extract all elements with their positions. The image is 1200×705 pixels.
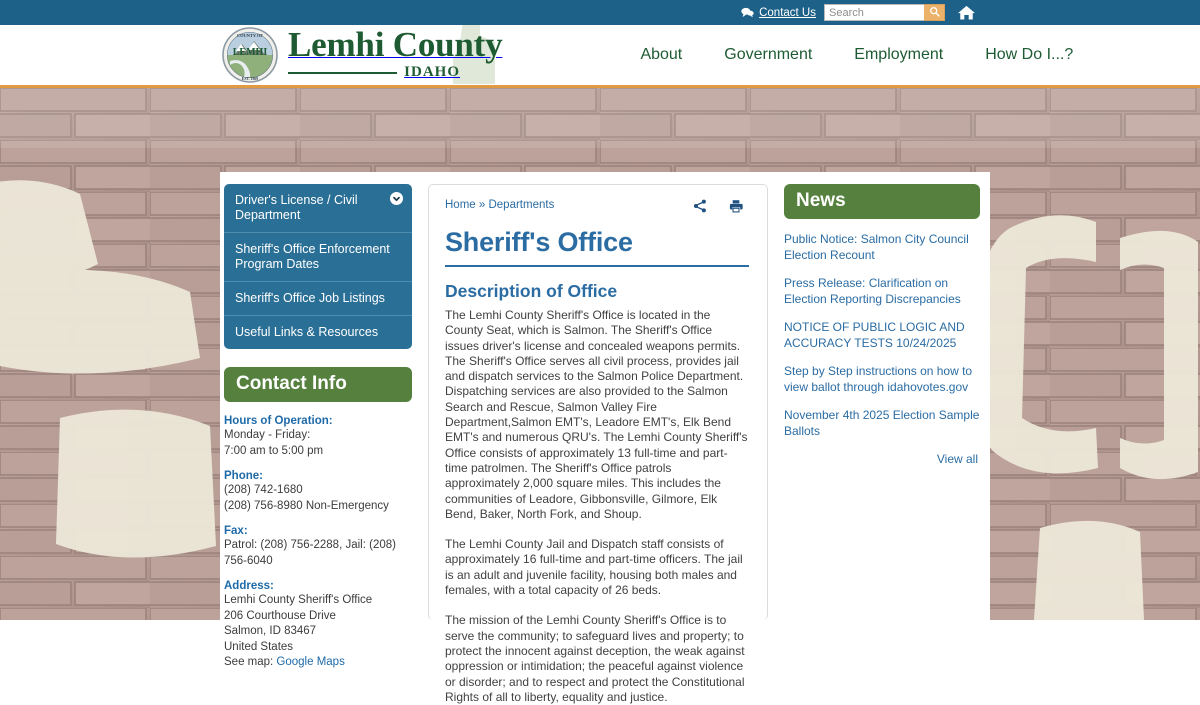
- address-line: Lemhi County Sheriff's Office: [224, 594, 373, 606]
- google-maps-link[interactable]: Google Maps: [276, 656, 345, 668]
- phone-line: (208) 742-1680: [224, 484, 303, 496]
- sidebar-item-label: Sheriff's Office Enforcement Program Dates: [235, 242, 390, 271]
- fax-label: Fax:: [224, 525, 248, 537]
- printer-icon[interactable]: [729, 199, 743, 218]
- home-icon[interactable]: [957, 4, 976, 21]
- site-logo[interactable]: [222, 27, 502, 83]
- chat-bubble-icon: [741, 7, 754, 18]
- breadcrumb-row: [445, 199, 749, 218]
- magnifier-icon: [929, 4, 940, 22]
- brand-wordmark: [288, 27, 502, 83]
- page-actions: [693, 199, 749, 218]
- news-item[interactable]: NOTICE OF PUBLIC LOGIC AND ACCURACY TESTS 10/24/2025: [784, 320, 965, 350]
- nav-item-employment[interactable]: Employment: [854, 46, 944, 63]
- address-label: Address:: [224, 580, 274, 592]
- section-title: Description of Office: [445, 281, 618, 301]
- contact-info-body: [224, 415, 412, 671]
- sidebar-item-label: Useful Links & Resources: [235, 325, 379, 339]
- news-heading: News: [784, 184, 980, 219]
- news-item[interactable]: Press Release: Clarification on Election Reporting Discrepancies: [784, 276, 961, 306]
- view-all-news-link[interactable]: View all: [936, 452, 978, 466]
- svg-text:EST. 1869: EST. 1869: [241, 77, 259, 82]
- news-list: [784, 232, 980, 439]
- search-button[interactable]: [924, 4, 945, 21]
- sidebar-item-label: Driver's License / Civil Department: [235, 193, 358, 222]
- utility-bar: [0, 0, 1200, 25]
- contact-info-heading: Contact Info: [224, 367, 412, 402]
- sidebar-item-enforcement-program-dates[interactable]: [224, 233, 412, 282]
- nav-item-government[interactable]: Government: [724, 46, 813, 63]
- main-content-card: [428, 184, 768, 704]
- site-header: [0, 25, 1200, 88]
- map-line: [224, 655, 412, 671]
- sidebar-item-label: Sheriff's Office Job Listings: [235, 291, 385, 305]
- svg-text:COUNTY OF: COUNTY OF: [236, 33, 264, 38]
- nav-item-about[interactable]: About: [640, 46, 683, 63]
- address-line: United States: [224, 640, 294, 653]
- news-item[interactable]: November 4th 2025 Election Sample Ballots: [784, 408, 980, 438]
- news-item[interactable]: Step by Step instructions on how to view ballot through idahovotes.gov: [784, 364, 973, 394]
- chevron-down-icon[interactable]: [390, 192, 403, 205]
- breadcrumb-departments[interactable]: Departments: [488, 199, 555, 211]
- search-box[interactable]: [824, 4, 945, 21]
- county-seal-icon: [222, 27, 278, 83]
- hours-line: Monday - Friday:: [224, 429, 311, 441]
- brand-subtitle: IDAHO: [404, 64, 460, 80]
- share-icon[interactable]: [693, 199, 707, 218]
- description-paragraph: The mission of the Lemhi County Sheriff's Office is to serve the community; to safeguard lives and property; to protect the innocent against deception, the weak against oppression or intimidation; the peaceful against violence or disorder; and to respect and protect the Constitutional Rights of all to liberty, equality and justice.: [445, 613, 745, 704]
- title-divider: [445, 265, 749, 267]
- contact-us-link[interactable]: [741, 7, 816, 19]
- breadcrumb-separator: »: [475, 199, 489, 211]
- sidebar-item-useful-links[interactable]: [224, 316, 412, 349]
- brand-name: Lemhi County: [288, 25, 503, 64]
- nav-item-how-do-i[interactable]: How Do I...?: [985, 46, 1074, 63]
- news-item[interactable]: Public Notice: Salmon City Council Election Recount: [784, 232, 969, 262]
- brand-rule: [288, 72, 397, 74]
- main-navigation: [640, 46, 1073, 64]
- address-line: Salmon, ID 83467: [224, 625, 317, 637]
- news-sidebar: [784, 184, 980, 620]
- sidebar-item-drivers-license[interactable]: [224, 184, 412, 233]
- breadcrumb: [445, 199, 554, 211]
- page-title: Sheriff's Office: [445, 227, 633, 257]
- breadcrumb-home[interactable]: Home: [445, 199, 476, 211]
- hours-label: Hours of Operation:: [224, 415, 333, 427]
- left-sidebar: [222, 184, 412, 668]
- contact-us-label: Contact Us: [759, 6, 816, 19]
- content-panel: [220, 172, 990, 704]
- description-paragraph: The Lemhi County Sheriff's Office is located in the County Seat, which is Salmon. The Sheriff's Office issues driver's license and concealed weapons permits. The Sheriff's Office serves all civil process, provides jail and dispatch services to the Salmon Police Department. Dispatching services are also provided to the Salmon Search and Rescue, Salmon Valley Fire Department,Salmon EMT's, Leadore EMT's, Elk Bend EMT's and numerous QRU's. The Lemhi County Sheriff's Office consists of approximately 13 full-time and part-time patrolmen. The Sheriff's Office patrols approximately 2,000 square miles. This includes the communities of Leadore, Gibbonsville, Gilmore, Elk Bend, Baker, North Fork, and Shoup.: [445, 308, 748, 521]
- department-submenu: [224, 184, 412, 349]
- map-prefix: See map:: [224, 656, 277, 668]
- phone-line: (208) 756-8980 Non-Emergency: [224, 499, 389, 512]
- description-paragraph: The Lemhi County Jail and Dispatch staff consists of approximately 16 full-time and part-time officers. The jail is an adult and juvenile facility, housing both males and females, with a total capacity of 26 beds.: [445, 537, 743, 598]
- sidebar-item-job-listings[interactable]: [224, 282, 412, 316]
- address-line: 206 Courthouse Drive: [224, 609, 336, 622]
- svg-text:LEMHI: LEMHI: [232, 47, 268, 58]
- phone-label: Phone:: [224, 470, 263, 482]
- fax-line: Patrol: (208) 756-2288, Jail: (208) 756-6040: [224, 539, 396, 567]
- hours-line: 7:00 am to 5:00 pm: [224, 444, 324, 457]
- search-input[interactable]: [824, 4, 924, 21]
